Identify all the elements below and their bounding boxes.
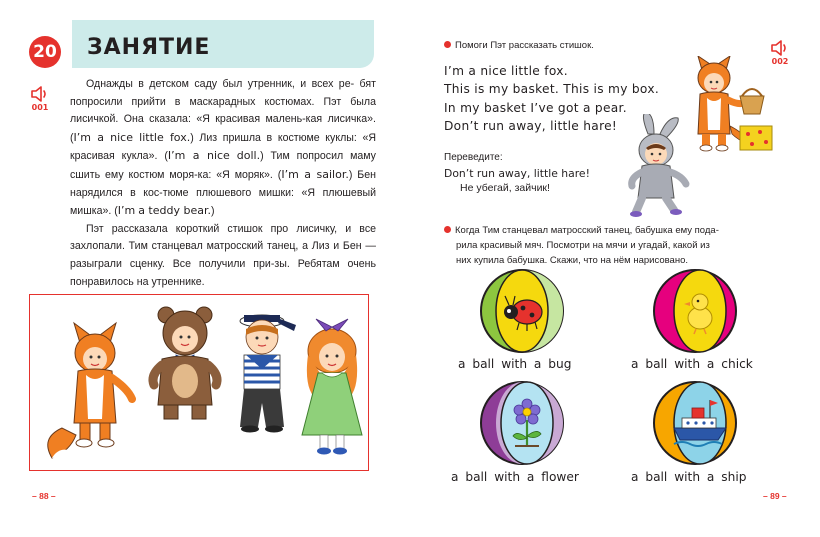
- page-number-left: – 88 –: [32, 491, 56, 501]
- story-paragraph-2: Пэт рассказала короткий стишок про лисичку, и все захлопали. Тим станцевал матросский танец, а Лиз и Бен — разыграли сценку. Все получили при-зы. Ребятам очень понравилось на утреннике.: [70, 222, 377, 288]
- ball-label-ship: a ball with a ship: [631, 470, 747, 484]
- poem-line: This is my basket. This is my box.: [444, 82, 659, 97]
- audio-button-001[interactable]: [30, 86, 50, 112]
- ball-label-chick: a ball with a chick: [631, 357, 753, 371]
- ball-with-flower[interactable]: [479, 380, 565, 466]
- ball-label-flower: a ball with a flower: [451, 470, 579, 484]
- lesson-title: ЗАНЯТИЕ: [87, 35, 211, 60]
- sailor-costume-child: [240, 315, 296, 433]
- bunny-costume-child-image: [628, 114, 692, 218]
- bullet-icon: [444, 226, 451, 233]
- ball-with-bug[interactable]: [479, 268, 565, 354]
- story-paragraph-1: Однажды в детском саду был утренник, и всех ре- бят попросили прийти в маскарадных костюмах. Пэт была лисичкой. Она сказала: «Я красивая малень-кая лисичка». (I’m a nice little fox.) Лиз пришла в костюме куклы: «Я красивая кукла». (I’m a nice doll.) Тим попросил маму сшить ему костюм моря-ка: «Я моряк». (I’m a sailor.) Бен нарядился в кос-тюме плюшевого мишки: «Я плюшевый мишка». (I’m a teddy bear.): [70, 78, 377, 218]
- page-number-right: – 89 –: [763, 491, 787, 501]
- speaker-icon: [770, 40, 790, 56]
- bear-costume-child: [153, 307, 217, 419]
- lesson-number-badge: 20: [29, 36, 61, 68]
- poem-line: I’m a nice little fox.: [444, 64, 568, 78]
- translate-label: Переведите:: [444, 152, 503, 163]
- doll-costume-child: [302, 319, 362, 455]
- audio-track-number: 002: [771, 57, 789, 66]
- task-2-instruction: Когда Тим станцевал матросский танец, бабушка ему пода- рила красивый мяч. Посмотри на мячи и угадай, какой из них купила бабушка. Скажи, что на нём нарисовано.: [444, 223, 774, 268]
- story-text: [70, 76, 376, 291]
- fox-girl-with-basket-image: [694, 56, 778, 156]
- audio-track-number: 001: [31, 103, 49, 112]
- ball-with-chick[interactable]: [652, 268, 738, 354]
- ball-label-bug: a ball with a bug: [458, 357, 572, 371]
- fox-costume-child: [48, 323, 132, 458]
- task-1-instruction: Помоги Пэт рассказать стишок.: [444, 38, 594, 53]
- bullet-icon: [444, 41, 451, 48]
- ball-with-ship[interactable]: [652, 380, 738, 466]
- translate-english: Don’t run away, little hare!: [444, 167, 590, 180]
- speaker-icon: [30, 86, 50, 102]
- poem-line: Don’t run away, little hare!: [444, 118, 618, 133]
- poem-line: In my basket I’ve got a pear.: [444, 100, 627, 115]
- children-in-costumes-image: [30, 295, 367, 469]
- translate-russian: Не убегай, зайчик!: [460, 182, 550, 194]
- costume-party-illustration: [29, 294, 369, 471]
- poem: [444, 62, 659, 135]
